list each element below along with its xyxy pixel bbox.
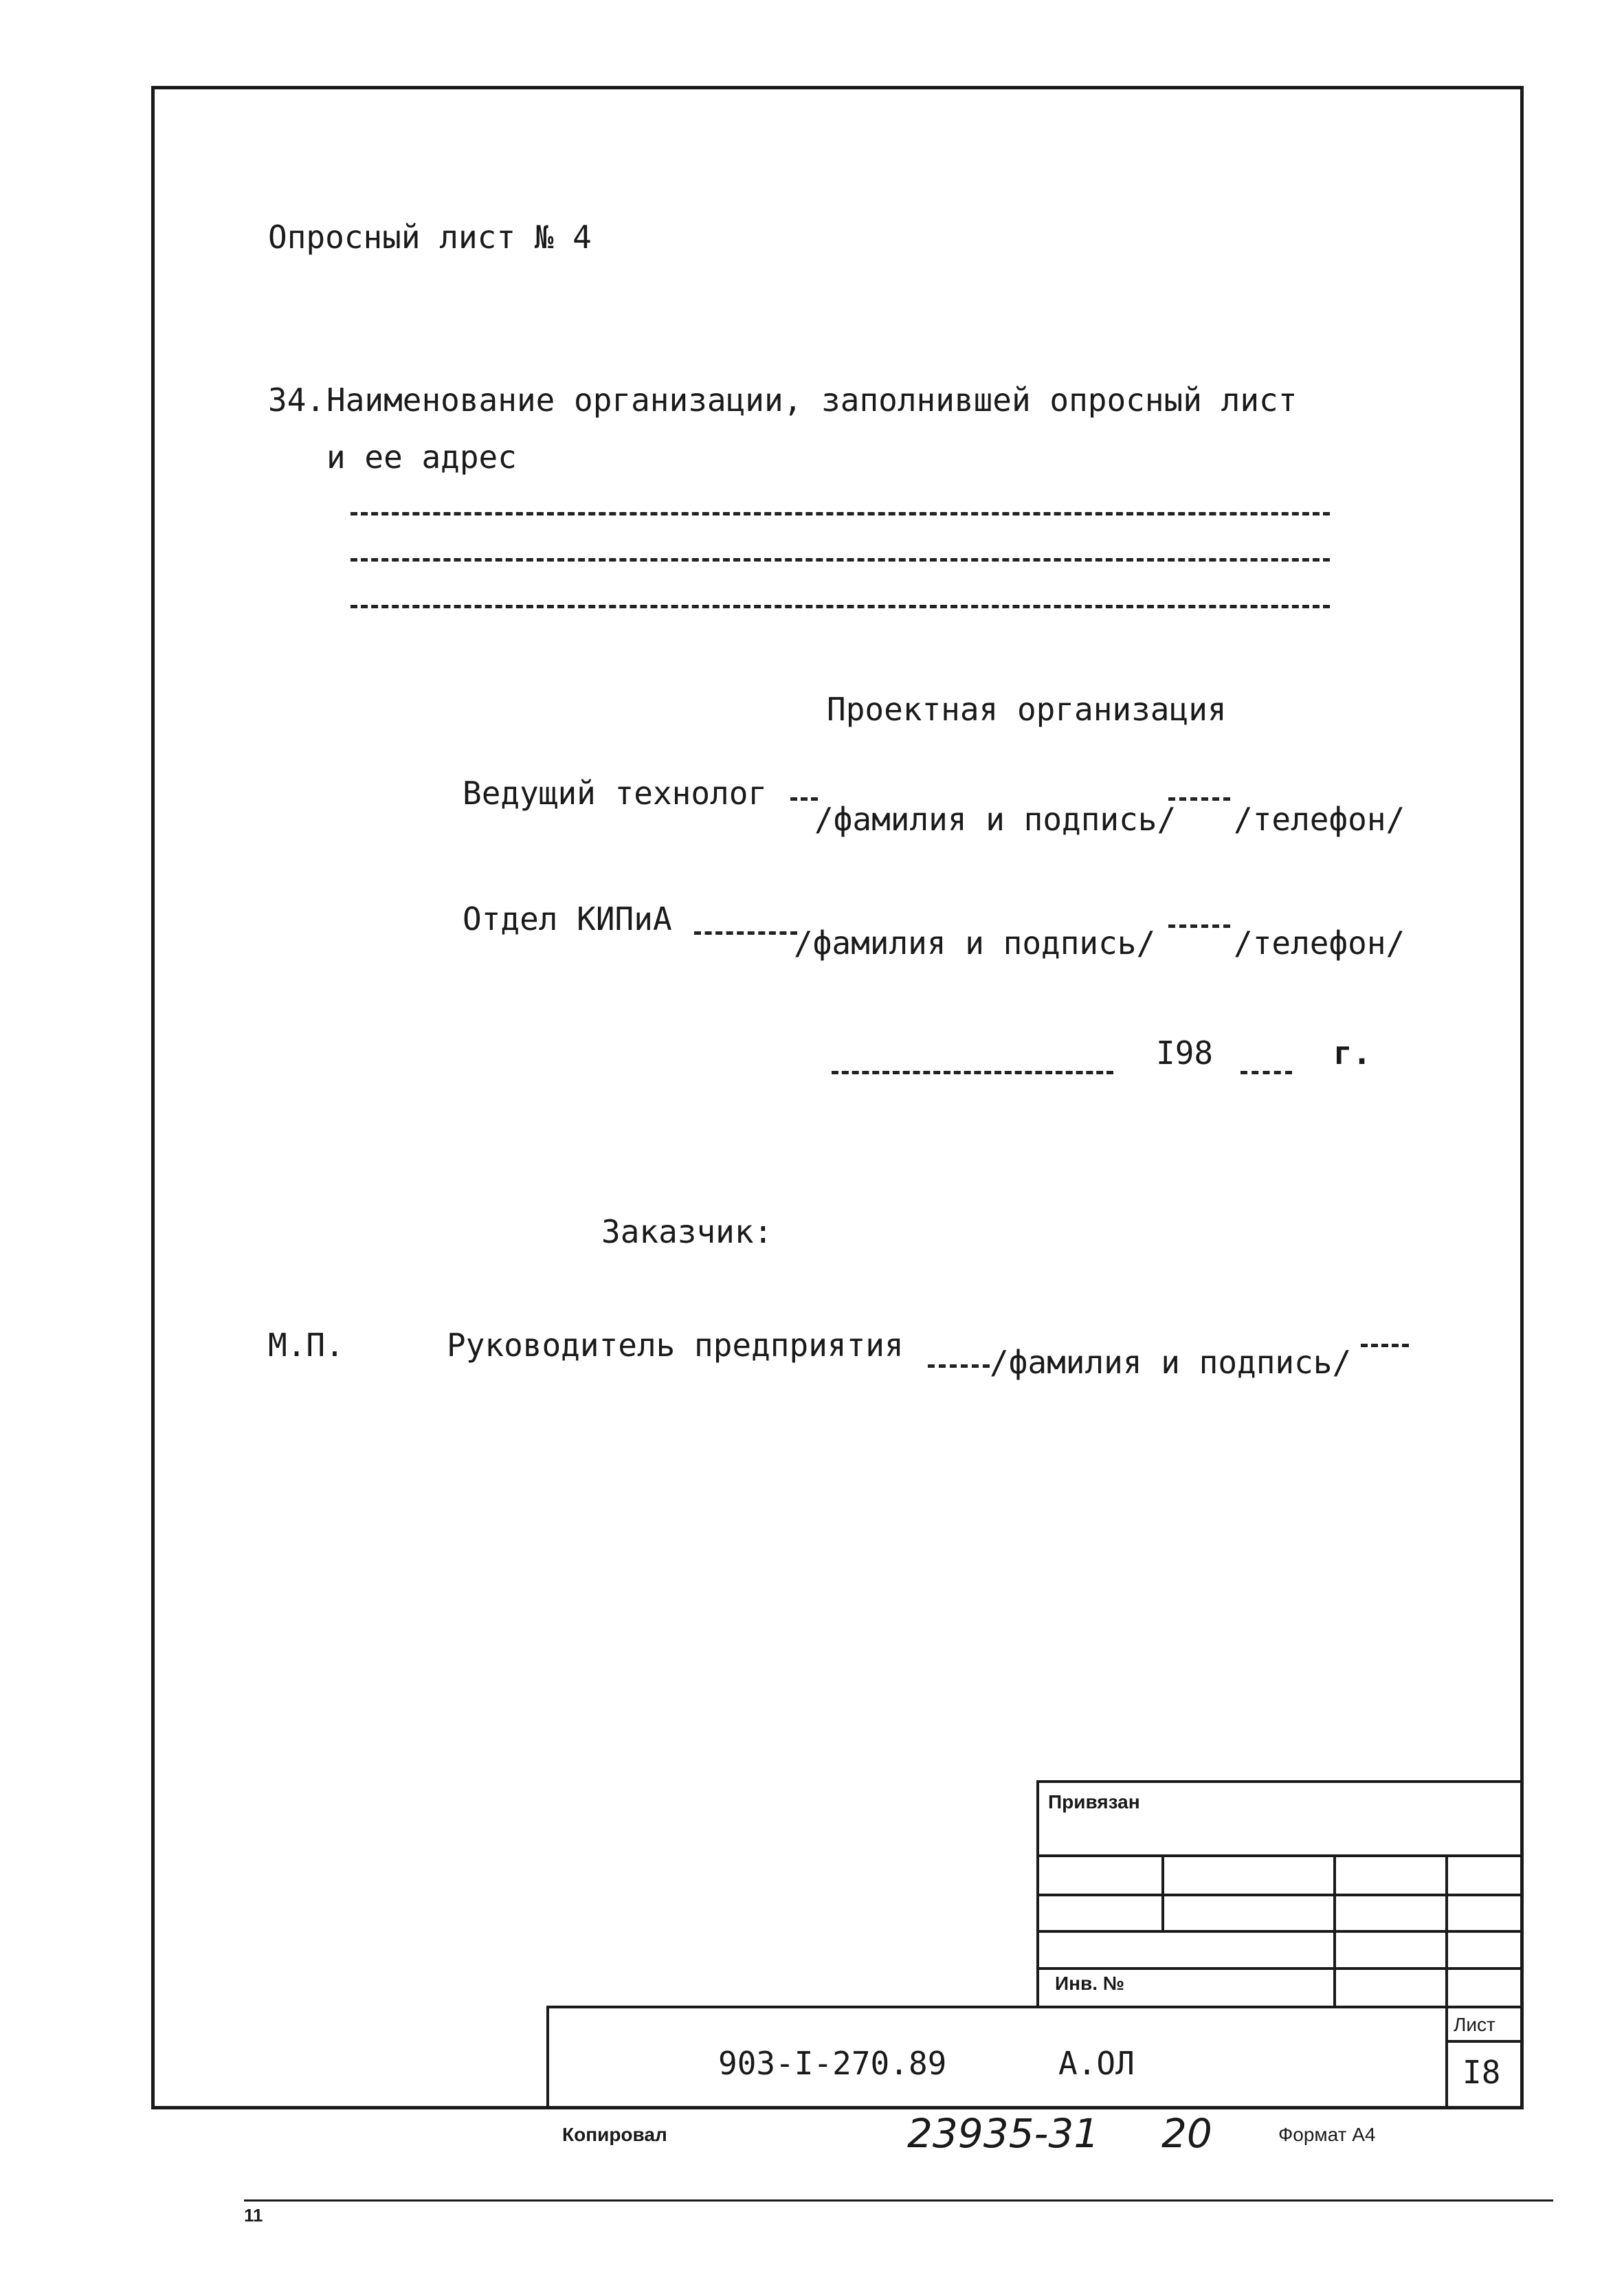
- page-mark: 11: [244, 2205, 263, 2226]
- stamp-grid-line: [1036, 1930, 1524, 1933]
- address-blank-line: [351, 605, 1330, 608]
- handwritten-archive-code: 23935-31: [907, 2110, 1100, 2157]
- lead-phone-caption: /телефон/: [1234, 801, 1405, 838]
- address-blank-line: [351, 512, 1330, 515]
- page-title: Опросный лист № 4: [268, 219, 592, 256]
- stamp-grid-line: [1036, 1894, 1524, 1896]
- stamp-grid-line: [1445, 1854, 1448, 2007]
- kip-signature-caption: /фамилия и подпись/: [794, 924, 1156, 962]
- handwritten-copy-number: 20: [1161, 2110, 1212, 2157]
- enterprise-head-label: Руководитель предприятия: [447, 1327, 904, 1364]
- stamp-grid-line: [546, 2006, 1524, 2008]
- sheet-number: I8: [1462, 2054, 1501, 2091]
- signature-blank: [1168, 797, 1230, 801]
- signature-blank: [1361, 1344, 1409, 1347]
- copied-by-label: Копировал: [562, 2124, 667, 2145]
- document-type: А.ОЛ: [1058, 2045, 1135, 2082]
- signature-blank: [694, 931, 797, 935]
- item-number: 34.: [268, 381, 326, 419]
- signature-blank: [1168, 924, 1230, 928]
- signature-blank: [790, 797, 818, 801]
- signature-blank: [928, 1364, 990, 1368]
- linked-label: Привязан: [1048, 1791, 1140, 1812]
- stamp-grid-line: [1333, 1854, 1336, 2007]
- stamp-grid-line: [1445, 2006, 1448, 2107]
- stamp-grid-line: [1161, 1854, 1164, 1930]
- project-org-heading: Проектная организация: [827, 691, 1227, 728]
- format-label: Формат А4: [1278, 2124, 1376, 2145]
- stamp-grid-line: [1036, 1780, 1524, 1783]
- inventory-number-label: Инв. №: [1055, 1973, 1125, 1994]
- stamp-grid-line: [546, 2006, 549, 2107]
- kip-phone-caption: /телефон/: [1234, 924, 1405, 962]
- stamp-grid-line: [1036, 1854, 1524, 1857]
- year-suffix: г.: [1333, 1034, 1372, 1072]
- item-text-line1: Наименование организации, заполнившей опросный лист: [326, 381, 1298, 419]
- date-blank: [832, 1071, 1113, 1074]
- head-signature-caption: /фамилия и подпись/: [990, 1344, 1352, 1381]
- lead-technologist-label: Ведущий технолог: [463, 775, 768, 812]
- address-blank-line: [351, 558, 1330, 562]
- sheet-label: Лист: [1454, 2014, 1495, 2035]
- customer-heading: Заказчик:: [601, 1213, 773, 1250]
- stamp-grid-line: [1036, 1967, 1524, 1970]
- bottom-rule: [244, 2199, 1553, 2202]
- kip-department-label: Отдел КИПиА: [463, 900, 672, 938]
- lead-signature-caption: /фамилия и подпись/: [814, 801, 1177, 838]
- item-text-line2: и ее адрес: [326, 439, 517, 476]
- year-blank: [1241, 1071, 1292, 1074]
- seal-place: М.П.: [268, 1327, 344, 1364]
- year-prefix: I98: [1156, 1034, 1214, 1072]
- stamp-grid-line: [1445, 2040, 1524, 2043]
- document-code: 903-I-270.89: [718, 2045, 947, 2082]
